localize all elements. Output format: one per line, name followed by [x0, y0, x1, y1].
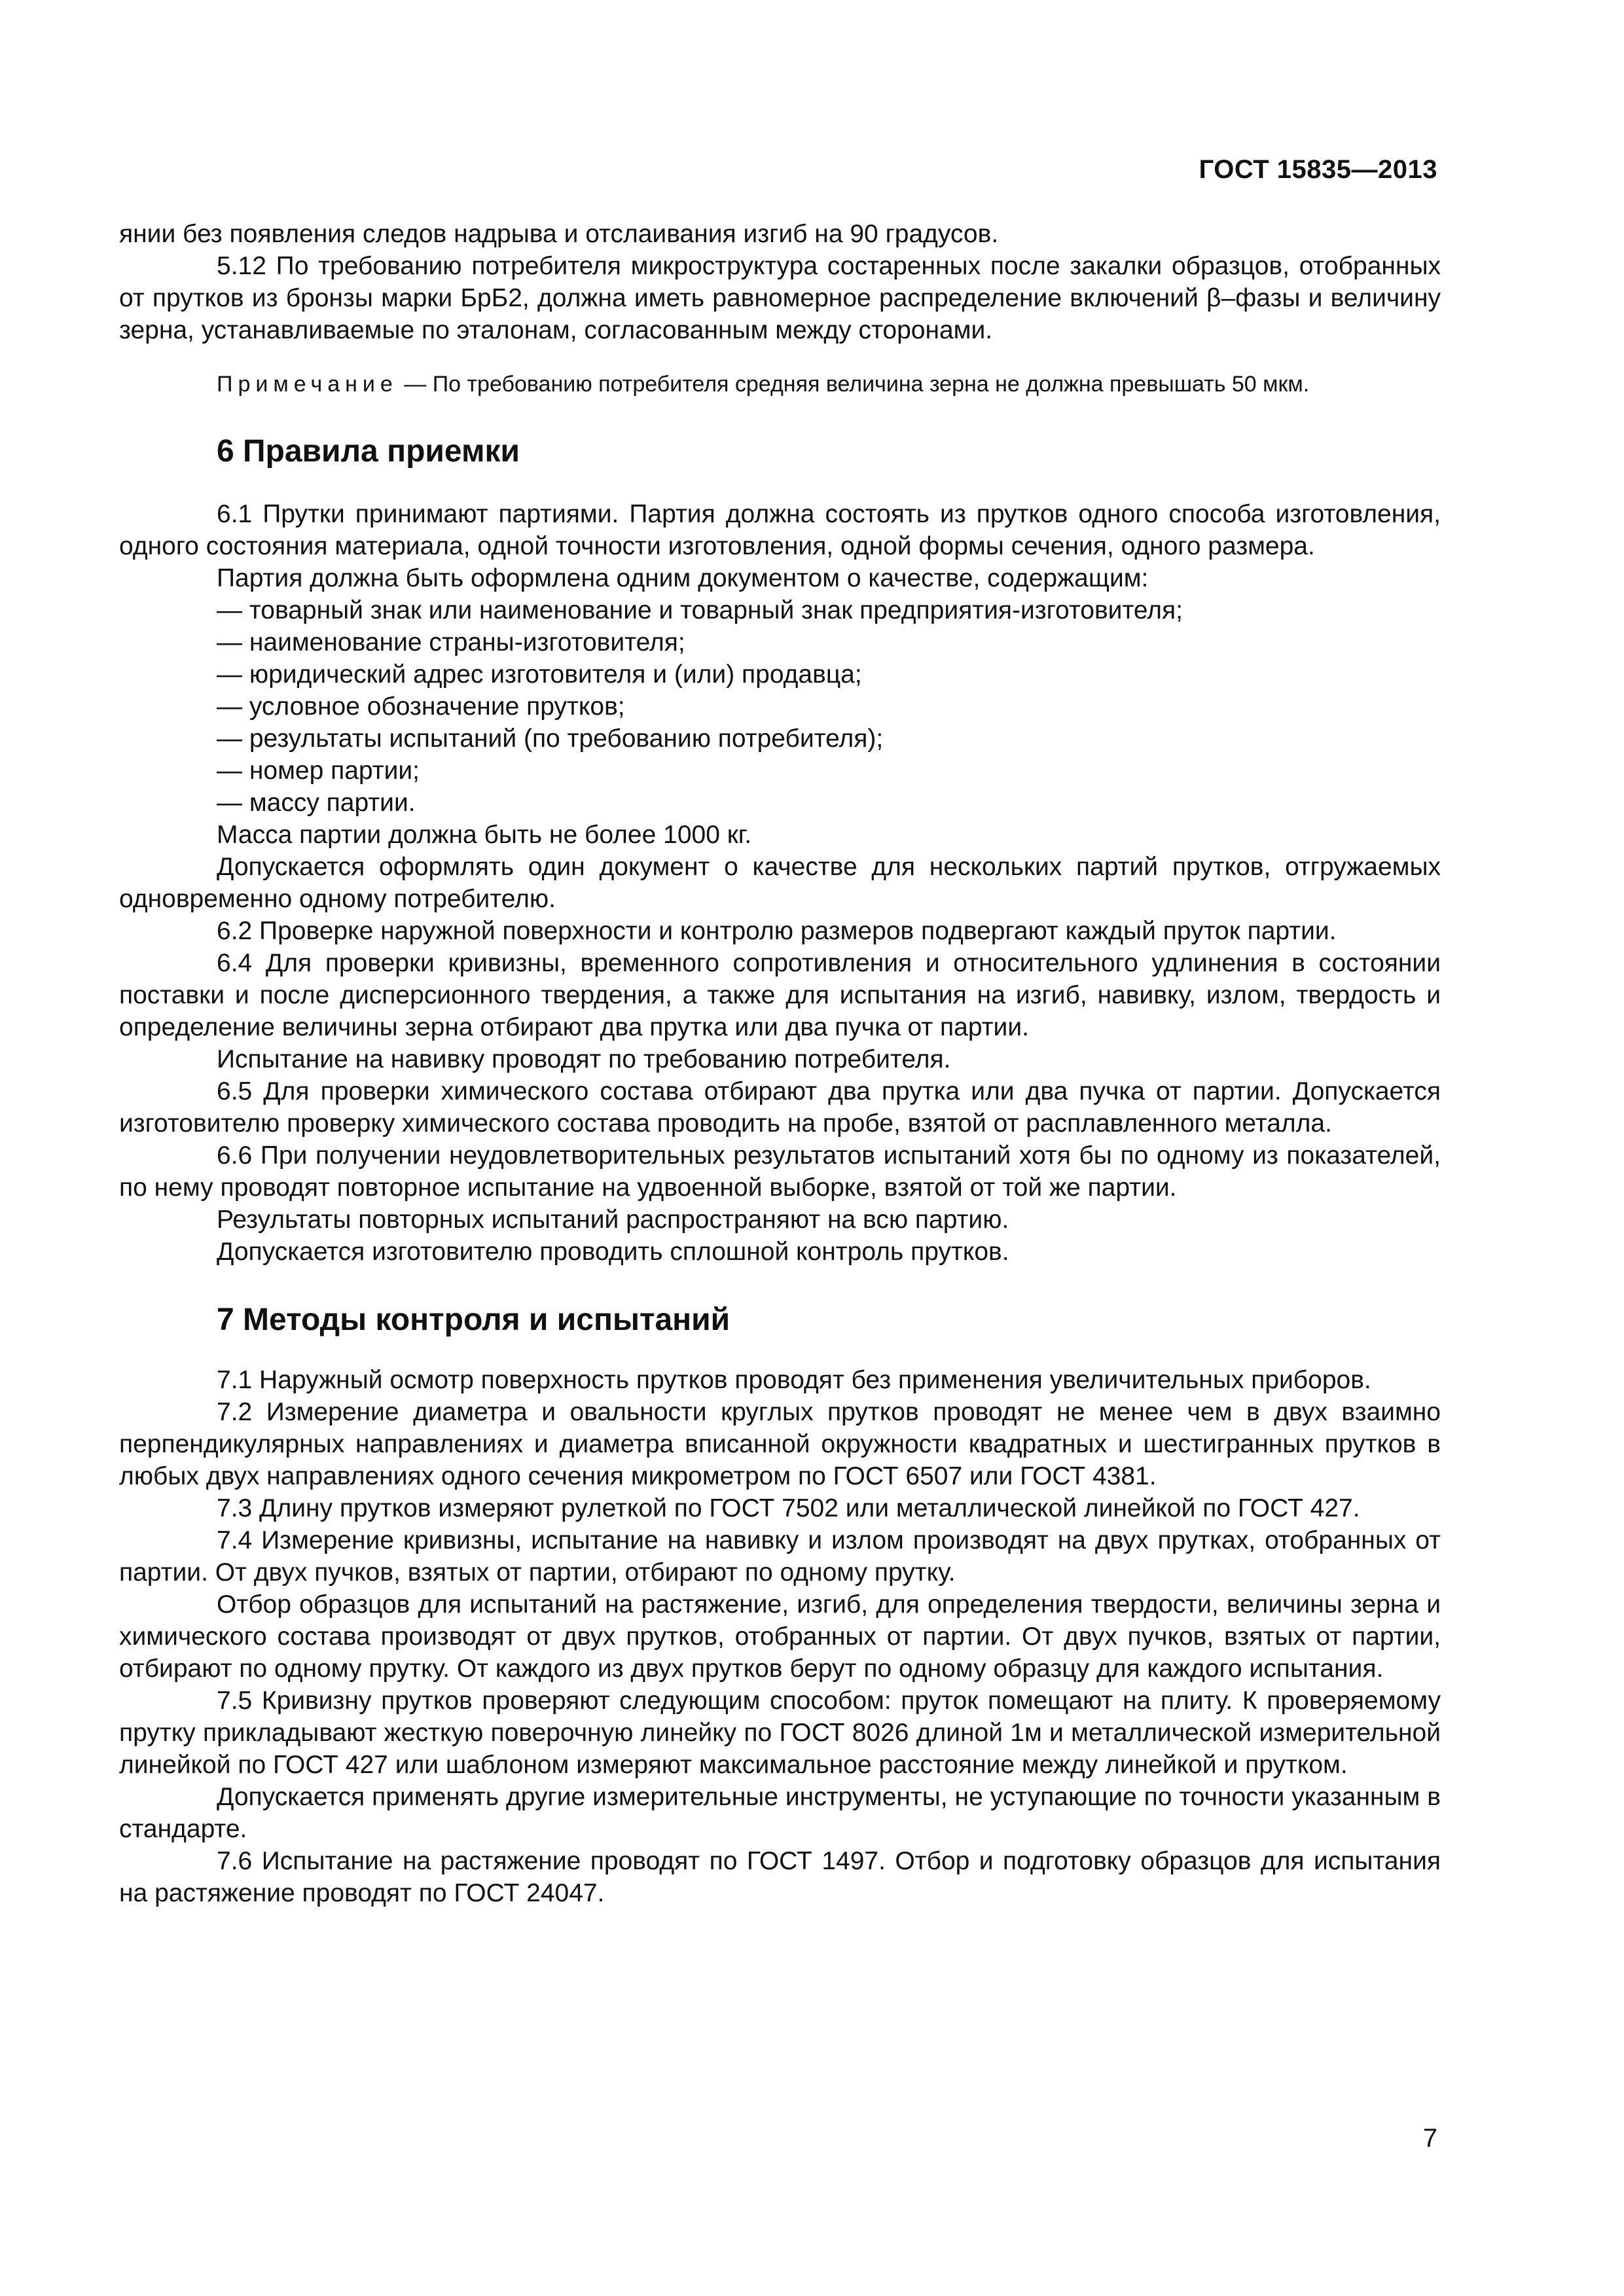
paragraph-other-instruments: Допускается применять другие измерительные инструменты, не уступающие по точности указанным в стандарте. — [119, 1783, 1441, 1843]
paragraph-sampling: Отбор образцов для испытаний на растяжение, изгиб, для определения твердости, величины зерна и химического состава производят от двух прутков, отобранных от партии. От двух пучков, взятых от партии, отбирают по одному прутку. От каждого из двух прутков берут по одному образцу для каждого испытания. — [119, 1590, 1441, 1683]
paragraph-6-1: 6.1 Прутки принимают партиями. Партия должна состоять из прутков одного способа изготовления, одного состояния материала, одной точности изготовления, одной формы сечения, одного размера. — [119, 500, 1441, 560]
paragraph-coiling-test: Испытание на навивку проводят по требованию потребителя. — [217, 1045, 951, 1073]
paragraph-7-1: 7.1 Наружный осмотр поверхность прутков проводят без применения увеличительных приборов. — [217, 1366, 1371, 1394]
section-6-heading: 6 Правила приемки — [217, 434, 520, 469]
paragraph-7-6: 7.6 Испытание на растяжение проводят по ГОСТ 1497. Отбор и подготовку образцов для испытания на растяжение проводят по ГОСТ 24047. — [119, 1847, 1441, 1907]
paragraph-6-2: 6.2 Проверке наружной поверхности и контролю размеров подвергают каждый пруток партии. — [217, 917, 1337, 945]
paragraph-5-12: 5.12 По требованию потребителя микроструктура состаренных после закалки образцов, отобранных от прутков из бронзы марки БрБ2, должна иметь равномерное распределение включений β–фазы и величину зерна, устанавливаемые по эталонам, согласованным между сторонами. — [119, 252, 1441, 344]
list-item: — результаты испытаний (по требованию потребителя); — [217, 725, 884, 753]
paragraph-7-2: 7.2 Измерение диаметра и овальности круглых прутков проводят не менее чем в двух взаимно перпендикулярных направлениях и диаметра вписанной окружности квадратных и шестигранных прутков в любых двух направлениях одного сечения микрометром по ГОСТ 6507 или ГОСТ 4381. — [119, 1398, 1441, 1490]
paragraph-document-contents: Партия должна быть оформлена одним документом о качестве, содержащим: — [217, 564, 1149, 592]
paragraph-6-4: 6.4 Для проверки кривизны, временного сопротивления и относительного удлинения в состоянии поставки и после дисперсионного твердения, а также для испытания на изгиб, навивку, излом, твердость и определение величины зерна отбирают два прутка или два пучка от партии. — [119, 949, 1441, 1041]
paragraph-retest-results: Результаты повторных испытаний распространяют на всю партию. — [217, 1206, 1009, 1234]
paragraph-6-6: 6.6 При получении неудовлетворительных результатов испытаний хотя бы по одному из показателей, по нему проводят повторное испытание на удвоенной выборке, взятой от той же партии. — [119, 1141, 1441, 1202]
paragraph-7-3: 7.3 Длину прутков измеряют рулеткой по ГОСТ 7502 или металлической линейкой по ГОСТ 427. — [217, 1494, 1360, 1522]
list-item: — номер партии; — [217, 757, 420, 785]
list-item: — массу партии. — [217, 789, 416, 817]
paragraph-batch-mass: Масса партии должна быть не более 1000 кг. — [217, 821, 752, 849]
paragraph-full-inspection: Допускается изготовителю проводить сплошной контроль прутков. — [217, 1238, 1009, 1266]
note-text: — По требованию потребителя средняя величина зерна не должна превышать 50 мкм. — [397, 372, 1310, 397]
list-item: — наименование страны-изготовителя; — [217, 628, 685, 656]
paragraph-single-document: Допускается оформлять один документ о качестве для нескольких партий прутков, отгружаемых одновременно одному потребителю. — [119, 853, 1441, 913]
paragraph-7-4: 7.4 Измерение кривизны, испытание на навивку и излом производят на двух прутках, отобранных от партии. От двух пучков, взятых от партии, отбирают по одному прутку. — [119, 1526, 1441, 1587]
page-number: 7 — [1422, 2124, 1437, 2153]
section-7-heading: 7 Методы контроля и испытаний — [217, 1302, 731, 1337]
paragraph-7-5: 7.5 Кривизну прутков проверяют следующим способом: пруток помещают на плиту. К проверяемому прутку прикладывают жесткую поверочную линейку по ГОСТ 8026 длиной 1м и металлической измерительной линейкой по ГОСТ 427 или шаблоном измеряют максимальное расстояние между линейкой и прутком. — [119, 1687, 1441, 1779]
paragraph-6-5: 6.5 Для проверки химического состава отбирают два прутка или два пучка от партии. Допускается изготовителю проверку химического состава проводить на пробе, взятой от расплавленного металла. — [119, 1077, 1441, 1138]
paragraph-continuation: янии без появления следов надрыва и отслаивания изгиб на 90 градусов. — [119, 220, 999, 248]
note-block — [119, 370, 1441, 399]
note-label: Примечание — [217, 372, 398, 397]
list-item: — товарный знак или наименование и товарный знак предприятия-изготовителя; — [217, 596, 1183, 624]
page-body — [119, 218, 1441, 1909]
list-item: — юридический адрес изготовителя и (или) продавца; — [217, 660, 862, 689]
list-item: — условное обозначение прутков; — [217, 692, 625, 721]
document-header-id: ГОСТ 15835—2013 — [1199, 155, 1437, 184]
